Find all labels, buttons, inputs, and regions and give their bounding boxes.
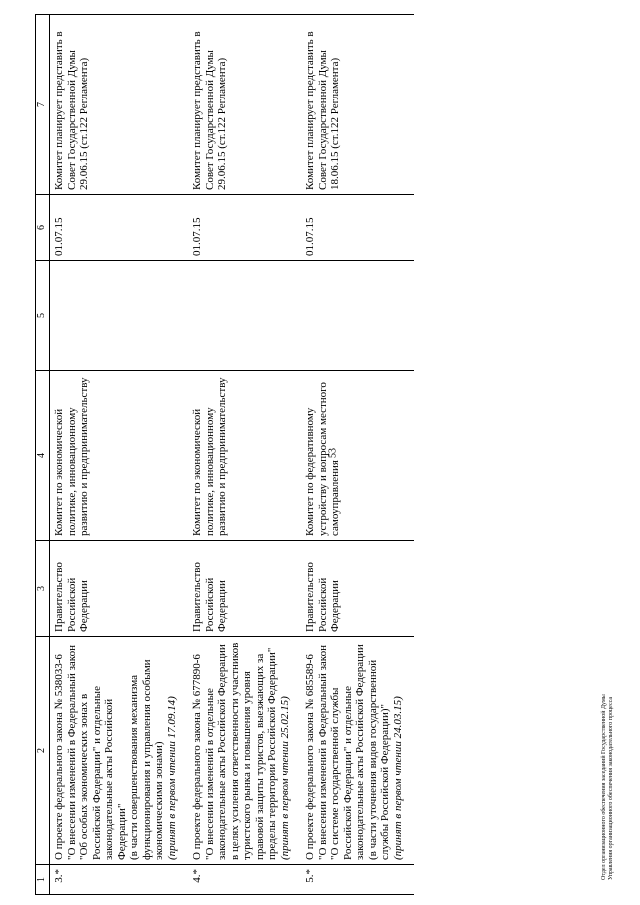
bill-note: (в части совершенствования механизма функционирования и управления особыми экономическими зонами)	[128, 659, 165, 860]
date-cell: 01.07.15	[50, 195, 189, 261]
col5-cell	[50, 261, 189, 371]
date-cell: 01.07.15	[188, 195, 301, 261]
note-cell: Комитет планирует представить в Совет Государственной Думы 29.06.15 (ст.122 Регламента)	[188, 15, 301, 195]
col5-cell	[188, 261, 301, 371]
initiator-cell: Правительство Российской Федерации	[50, 541, 189, 637]
bill-number: О проекте федерального закона № 538033-6	[53, 654, 65, 860]
bills-table-container	[35, 15, 585, 895]
bill-cell	[188, 637, 301, 865]
row-number: 3.*	[50, 865, 189, 895]
bill-first-reading: (принят в первом чтении 17.09.14)	[165, 696, 178, 860]
table-row	[301, 15, 414, 895]
bill-first-reading: (принят в первом чтении 25.02.15)	[278, 696, 291, 860]
footer-line-2: Управления организационного обеспечения законодательного процесса	[608, 696, 614, 880]
bill-number: О проекте федерального закона № 685589-6	[304, 654, 316, 860]
footer-line-1: Отдел организационного обеспечения заседаний Государственной Думы	[601, 694, 607, 880]
note-cell: Комитет планирует представить в Совет Государственной Думы 29.06.15 (ст.122 Регламента)	[50, 15, 189, 195]
initiator-cell: Правительство Российской Федерации	[188, 541, 301, 637]
header-row	[36, 15, 50, 895]
header-col-5: 5	[36, 261, 50, 371]
initiator-cell: Правительство Российской Федерации	[301, 541, 414, 637]
bill-cell	[301, 637, 414, 865]
bill-number: О проекте федерального закона № 677890-6	[191, 654, 203, 860]
header-col-1: 1	[36, 865, 50, 895]
header-col-2: 2	[36, 637, 50, 865]
footer	[601, 640, 615, 880]
note-cell: Комитет планирует представить в Совет Государственной Думы 18.06.15 (ст.122 Регламента)	[301, 15, 414, 195]
committee-cell: Комитет по федеративному устройству и вопросам местного самоуправления	[301, 371, 414, 541]
row-number: 5.*	[301, 865, 414, 895]
page-number: 53	[327, 448, 339, 458]
date-cell: 01.07.15	[301, 195, 414, 261]
row-number: 4.*	[188, 865, 301, 895]
table-header	[36, 15, 50, 895]
bills-table	[35, 14, 414, 895]
bill-title: "О внесении изменений в отдельные законодательные акты Российской Федерации в целях усиления ответственности участников туристского рынка и повышения уровня правовой защиты туристов, выезжающих за пределы территории Российской Федерации"	[203, 642, 278, 860]
col5-cell	[301, 261, 414, 371]
committee-cell: Комитет по экономической политике, инновационному развитию и предпринимательству	[50, 371, 189, 541]
bill-cell	[50, 637, 189, 865]
header-col-4: 4	[36, 371, 50, 541]
bill-title: "О внесении изменений в Федеральный закон "Об особых экономических зонах в Российской Федерации" и отдельные законодательные акты Российской Федерации"	[65, 645, 128, 860]
table-row	[50, 15, 189, 895]
header-col-3: 3	[36, 541, 50, 637]
bill-first-reading: (принят в первом чтении 24.03.15)	[391, 696, 404, 860]
header-col-6: 6	[36, 195, 50, 261]
committee-cell: Комитет по экономической политике, инновационному развитию и предпринимательству	[188, 371, 301, 541]
bill-note: (в части уточнения видов государственной службы Российской Федерации)"	[366, 659, 391, 860]
bill-title: "О внесении изменений в Федеральный закон "О системе государственной службы Российской Федерации" и отдельные законодательные акты Российской Федерации	[316, 644, 366, 860]
header-col-7: 7	[36, 15, 50, 195]
table-row	[188, 15, 301, 895]
